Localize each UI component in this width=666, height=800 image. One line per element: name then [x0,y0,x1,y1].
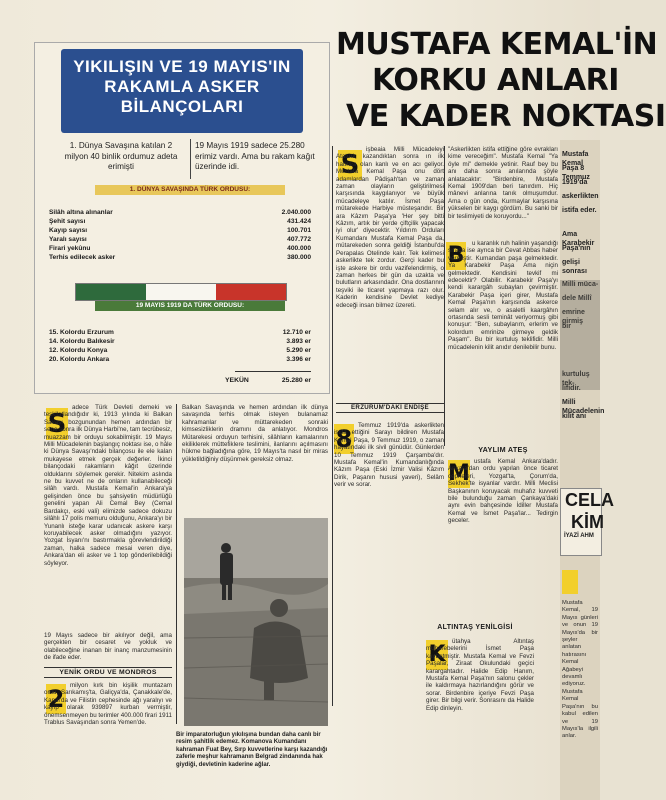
ww1-row [49,218,311,227]
right-dropcap-b: B [447,243,465,268]
strip-line: Paşa'nın [562,245,591,252]
flag-stripe [75,283,287,301]
strip-line: Mustafa Kemal [562,151,589,167]
strip-line: Paşa 8 Temmuz [562,165,590,181]
stats-right-note: 19 Mayıs 1919 sadece 25.280 erimiz vardı. Ama bu rakam kağıt üzerinde idi. [195,141,315,171]
stats-box [34,42,330,394]
may19-row-label: 14. Kolordu Balıkesir [49,338,115,345]
erzurum-heading: ERZURUM'DAKİ ENDİŞE [336,403,444,413]
ww1-row-value: 100.701 [287,227,311,234]
altintas-dropcap: K [426,640,448,670]
total-value: 25.280 er [281,377,311,384]
center-dropcap: S [338,150,362,180]
right-column-text: u karanlık ruh halinin yaşandığı sırada ise ayrıca bir Cevat Abbas haber vermiştir. Kumandan paşa gelmektedir. Ya Karabekir Paşa Ama niçin gelmektedir. Kendisini tevkif mi edecektir? Olabilir. Karabekir Paşa'yı kendi karargâh subayları çevirmiştir. Karabekir Paşa içeri girer, Mustafa Kemal Paşa'nın karşısında askerce selam alır ve, o asaletli kaargâhın ortasında sesli teminât veriyormuş gibi konuşur: "Ben, subaylarım, erlerim ve kolordum emrinize girmeye geldik Paşam". Bu bir kurtuluş teklifidir. Milli mücadelenin kilit anıdır denilebilir bunu. [448,240,558,351]
strip-line: Ama Karabekir [562,231,595,247]
strip-line: lifidir. [562,385,581,392]
may19-row-label: 20. Kolordu Ankara [49,356,110,363]
may19-band: 19 MAYIS 1919 DA TÜRK ORDUSU: [95,301,285,311]
headline-line-1: MUSTAFA KEMAL'İN [336,27,658,62]
may19-row-value: 12.710 er [282,329,311,336]
may19-row-value: 5.290 er [286,347,311,354]
ww1-row [49,236,311,245]
ww1-band: 1. DÜNYA SAVAŞINDA TÜRK ORDUSU: [95,185,285,195]
erzurum-dropcap: 8 [335,425,353,453]
strip-line: dele Millî [562,295,592,302]
altintas-text: ütahya Altıntaş muharebelerini İsmet Paşa kaybetmiştir. Mustafa Kemal ve Fevzi Paşalar, Ziraat Okulundaki geçici karargahtadır. Halide Edip Hanım, Mustafa Kemal Paşa'nın salonu çekler ile kaldırmaya hazırlandığını görür ve sorar. Birdenbire içeriye Fevzi Paşa girer. Bir bilgi verir. Sonrasını da Halide Edip dinleyin. [426,638,534,712]
flag-red [216,284,286,300]
historical-photo [184,518,328,726]
strip-bottom-text: Mustafa Kemal, 19 Mayıs günleri ve onun 19 Mayıs'da bir şeyler anlatan hatırasını Kemal Ağabeyi devamlı ediyoruz. Mustafa Kemal Paşa'nın bu kabul edilen ve 19 Mayıs'la ilgili anlar. [562,600,598,740]
yenik-heading: YENİK ORDU VE MONDROS [44,667,172,678]
strip-line: Milli müca- [562,281,599,288]
yenik-dropcap: 2 [47,685,65,713]
total-label: YEKÜN [225,377,249,384]
ww1-row-label: Silâh altına alınanlar [49,209,113,216]
column-rule [444,146,445,446]
total-rule [235,371,311,372]
altintas-heading: ALTINTAŞ YENİLGİSİ [437,624,513,631]
total-row [185,377,311,387]
strip-line: bir [562,323,571,330]
ww1-row [49,254,311,263]
yaylim-text: ustafa Kemal Ankara'dadır. Ankara'dan ordu yapılan önce ticaret cepheleri, Yozgat'ta, Çorum'da, Sekhek'te isyanlar vardır. Milli Meclisi Başkanının koruyacak muhafız kuvveti bile bulunduğu zaman Çankaya'daki aynı evin bahçesinde İdiller Mustafa Kemal ve İsmet Paşa'lar... Tedirgin geceler. [448,458,558,525]
ww1-row-label: Kayıp sayısı [49,227,88,234]
column-rule [332,146,333,706]
may19-rows [49,329,311,369]
middle-column-text: Balkan Savaşında ve hemen ardından ilk dünya savaşında terhis olmak isteyen bulanamaz kahramanlar ve müttarekeden sonraki kimsesizliklerin dramını da anlatıyor. Mondros Mütarekesi orduyun terhisini, silâhların kamalarının ekiliklerek müttefiklere teslimini, ilanlarını açılmasını hükme bağladığına göre, 19 Mayıs'ta nasıl bir miras yükletildiğiniy düşünmek gereksiz olmaz. [182,404,328,463]
may19-row-value: 3.396 er [286,356,311,363]
may19-row-label: 12. Kolordu Konya [49,347,108,354]
yenik-text: milyon kırk bin kişilik muntazam ordu, Sarıkamış'ta, Galiçya'da, Çanakkale'de, Kanal'da ve Filistin cephesinde ağı yaralıyı ve kayıp olarak 939897 kurban vermiştir, önemsenmeyen bu terimler 400.000 firari 1911 Trablus Savaşından sonra Yemen'de. [44,682,172,727]
strip-line: Milli Mücadelenin [562,399,605,415]
erzurum-text: Temmuz 1919'da askerlikten istifa ettiğini Sarayı bildiren Mustafa Kemal Paşa, 9 Temmuz 1919, o zaman hayatındaki ilk sivil günüdür. Günlerden 10 Temmuz 1919 Çarşamba'dır. Mustafa Kemal'in Kumandanlığında Kâzım Paşa (Eski İzmir Valisi Kâzım Dirik, Paşanın hususi yaveri), Selâm verir ve sorar. [334,422,444,489]
left-dropcap-s: S [47,409,67,439]
ww1-row-value: 380.000 [287,254,311,261]
strip-line: 1919'da [562,179,588,186]
strip-dropcap [562,570,578,594]
right-strip [560,140,614,800]
ww1-row-value: 407.772 [287,236,311,243]
ww1-row-value: 2.040.000 [281,209,311,216]
strip-line: askerlikten [562,193,599,200]
strip-box-line-1: CELA [565,490,614,510]
stats-title-line-1: YIKILIŞIN VE 19 MAYIS'IN [73,57,291,76]
ww1-row-label: Şehit sayısı [49,218,86,225]
right-column-intro: "Askerlikten istifa ettiğine göre evrakları kime vereceğim". Mustafa Kemal "Ya öyle mi" demekle yetinir. Rauf bey bu anı daha sonra anılarında şöyle anlatacaktır: "Birdenbire, Mustafa Kemal 1909'dan beri tanırdım. Hiç mânevi anlarına tanık olmuşumdur. Ama o gün onda, Kurmaylar karşısına yükselen bir kaygı gördüm. Bu sanki bir bir teslimiyeti de koruyordu..." [448,146,558,220]
photo-caption: Bir imparatorluğun yıkılışına bundan daha canlı bir resim şahitlik edemez. Komanova Kumandanı kahraman Fuat Bey, Sırp kuvvetlerine karşı kazandığı zaferle meşhur kahramanın Belgrad zindanında hak giydiği, devletinin kaderine ağlar. [176,732,328,768]
strip-line: kurtuluş tek- [562,371,590,387]
may19-row [49,338,311,347]
strip-line: gelişi sonrası [562,259,587,275]
strip-box [560,488,614,556]
center-column-text: işbeaia Milli Mücadeleyi Atatürk kazandıktan sonra ın ilk hatırası olan kanlı ve en acı geliyor. Mustafa Kemal Paşa onu dört adamlardan Pâdişah'tan ve zaman zaman olayların geliştirilmesi karşısında kaygılanıyor ve büyük mücadeleye katılır. İsmet Paşa mütarekede Harbiye müsteşarıdır. Bir ara Kâzım Paşa'ya 'Her şey bitti Kâzım, artık bir yerde çiftçilik yapacak iyi olur' diyecektir. Yıldırım Orduları Kumandanı Mustafa Kemal Paşa da, mütarekeden sonra geldiği İstanbul'da Perapalas Otelinde kalır. Tek kelimesi askerlikte tek zordur. Gerçi kader bu işte askere bir ordu vazifelendirmiş, o zaman herkes bir gün da uzakta ve bulutların arkasındadır. Ona dostlarının teşviki ile ticaret yapmaya razı olur. Kaderin kendisine Devlet kediye edeceği insan bilmez üzereti. [336,146,444,309]
strip-box-line-2: KİM [571,512,604,532]
left-column-text: adece Türk Devleti demeki ve teşkilatlandığıdır ki, 1913 yılında ki Balkan Savaşı bozgunundan hemen ardından bir sene sonra ilk Dünya Harbi'ne, tam tecrübesiz, muazzam bir orduyu sokabilmiştir. 19 Mayıs Milli Mücadelenin başlangıç noktası ise, o hâle ki Dünya Savaşı'ndaki bilançosu ile ele kalan mukayese etmek gerçek değerler. İkinci bilançodaki rakamların kâğıt üzerinde olduklarını söylemek gerekir. Nitekim aslında ne bu kuvvet ne de onların kullanabileceği silâh vardı. Mustafa Kemal'in Ankara'ya gelişinden önce bu şahsiyetin müdürlüğü genelini yapan Ali Cemal Bey (Cemal Bardakçı, eski vali) elimizde sadece dokuzu silâhlı 17 polis memuru olduğunu, Ankara'yı bir Yunanlı isteğe karar udanıcak askere karşı koruyabilecek asker olmadığını yazıyor. Yozgat İsyanı'nı bastırmakla görevlendirildiği zaman, halka sadece mesai veren diye, Ankara'dan eli asker ve 1 top gönderilebildiği söyleyor. [44,404,172,567]
flag-white [146,284,216,300]
headline-line-2: KORKU ANLARI [372,63,619,98]
stats-title-line-3: BİLANÇOLARI [120,97,244,116]
strip-box-sub: İYAZİ AHM [564,533,594,539]
may19-row-value: 3.893 er [286,338,311,345]
stats-left-note: 1. Dünya Savaşına katılan 2 milyon 40 binlik ordumuz adeta erimişti [64,141,178,171]
stats-title-panel [61,49,303,133]
strip-line: istifa eder. [562,207,597,214]
yaylim-heading: YAYLIM ATEŞ [478,445,528,454]
ww1-row-value: 431.424 [287,218,311,225]
stats-note-divider [190,139,191,179]
strip-line: kilit anı [562,413,587,420]
may19-row [49,347,311,356]
ww1-row [49,227,311,236]
ww1-row-label: Yaralı sayısı [49,236,87,243]
may19-row-label: 15. Kolordu Erzurum [49,329,114,336]
ww1-row-value: 400.000 [287,245,311,252]
ww1-row [49,245,311,254]
ww1-row-label: Firari yekûnu [49,245,91,252]
ww1-row-label: Terhis edilecek asker [49,254,116,261]
headline-line-3: VE KADER NOKTASI [346,99,666,134]
photo-scene [184,518,328,726]
strip-photo [560,280,600,390]
ww1-rows [49,209,311,269]
yaylim-dropcap: M [448,461,470,486]
strip-line: emrine girmiş [562,309,585,325]
flag-green [76,284,146,300]
stats-title-line-2: RAKAMLA ASKER [104,77,260,96]
may19-row [49,329,311,338]
left-column-text-2: 19 Mayıs sadece bir akılıyor değil, ama gerçekten bir cesaret ve yokluk ve olabileceğine inanan bir inanç manzumesinin de ifade eder. [44,632,172,662]
column-rule [176,404,177,724]
may19-row [49,356,311,365]
ww1-row [49,209,311,218]
